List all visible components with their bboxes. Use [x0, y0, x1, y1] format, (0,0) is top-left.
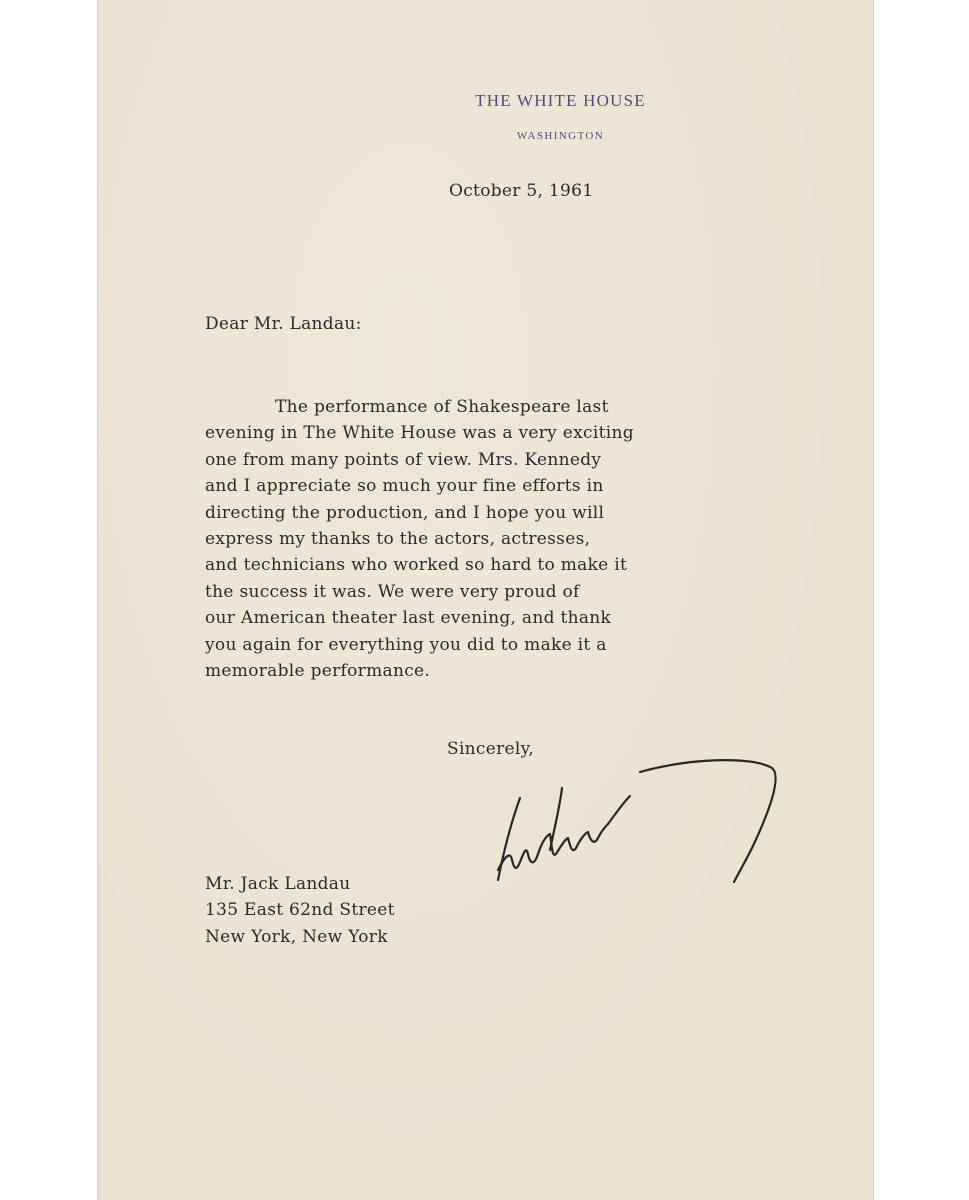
body-line: you again for everything you did to make it a [205, 634, 607, 655]
letterhead-subtitle: WASHINGTON [516, 130, 605, 142]
letter-page [97, 0, 874, 1200]
body-line: one from many points of view. Mrs. Kennedy [205, 449, 602, 470]
body-line: our American theater last evening, and thank [205, 608, 612, 629]
body-line: evening in The White House was a very exciting [205, 423, 634, 444]
letter-body [205, 394, 775, 684]
recipient-address [205, 871, 395, 950]
body-line: The performance of Shakespeare last [275, 397, 609, 417]
body-line: memorable performance. [205, 661, 431, 682]
salutation: Dear Mr. Landau: [205, 314, 362, 334]
letter-date: October 5, 1961 [449, 181, 594, 201]
signature-drawing [490, 750, 790, 890]
body-line: and I appreciate so much your fine efforts in [205, 476, 604, 497]
address-street: 135 East 62nd Street [205, 900, 395, 921]
letterhead-title: THE WHITE HOUSE [475, 91, 646, 110]
handwritten-signature [490, 750, 790, 895]
body-line: directing the production, and I hope you will [205, 502, 605, 523]
body-line: the success it was. We were very proud of [205, 581, 580, 602]
address-city: New York, New York [205, 926, 388, 947]
closing: Sincerely, [447, 739, 534, 759]
body-line: and technicians who worked so hard to make it [205, 555, 628, 576]
body-line: express my thanks to the actors, actresses, [205, 529, 591, 550]
address-name: Mr. Jack Landau [205, 874, 351, 894]
